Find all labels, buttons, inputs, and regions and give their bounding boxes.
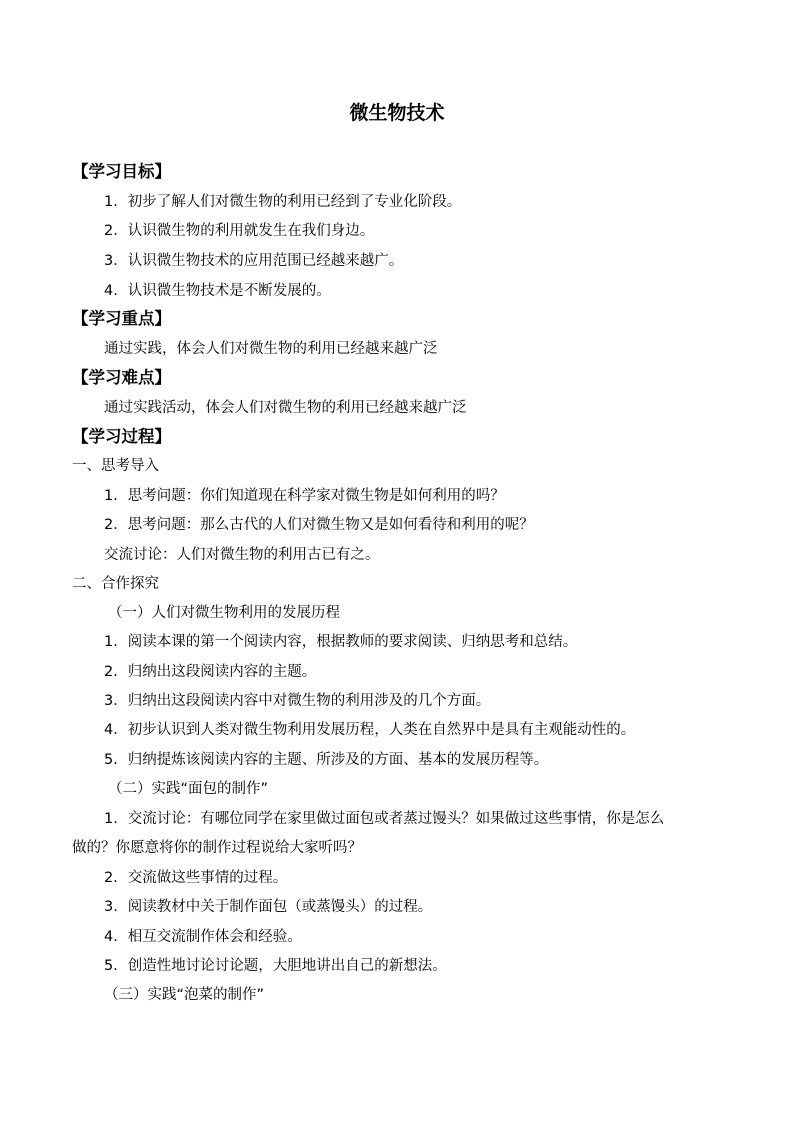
part2-title: 二、合作探究	[72, 576, 159, 592]
sub1-item-1: 1．阅读本课的第一个阅读内容，根据教师的要求阅读、归纳思考和总结。	[104, 634, 578, 650]
part1-discussion: 交流讨论：人们对微生物的利用古已有之。	[104, 547, 380, 563]
goal-item-2: 2．认识微生物的利用就发生在我们身边。	[104, 223, 375, 239]
goal-item-4: 4．认识微生物技术是不断发展的。	[104, 283, 331, 299]
sub1-item-5: 5．归纳提炼该阅读内容的主题、所涉及的方面、基本的发展历程等。	[104, 752, 549, 768]
part1-title: 一、思考导入	[72, 458, 159, 474]
goal-item-3: 3．认识微生物技术的应用范围已经越来越广。	[104, 253, 404, 269]
sub2-item-4: 4．相互交流制作体会和经验。	[104, 929, 302, 945]
sub2-item-1-line-1: 1．交流讨论：有哪位同学在家里做过面包或者蒸过馒头？如果做过这些事情，你是怎么	[104, 811, 665, 827]
document-title: 微生物技术	[349, 102, 445, 124]
section-heading-difficulty: 【学习难点】	[72, 368, 171, 387]
sub2-item-2: 2．交流做这些事情的过程。	[104, 870, 288, 886]
section-heading-focus: 【学习重点】	[72, 309, 171, 328]
sub2-item-1-line-2: 做的？你愿意将你的制作过程说给大家听吗？	[72, 840, 362, 856]
sub2-item-5: 5．创造性地讨论讨论题，大胆地讲出自己的新想法。	[104, 958, 447, 974]
sub2-title: （二）实践“面包的制作”	[108, 781, 269, 797]
sub1-title: （一）人们对微生物利用的发展历程	[108, 605, 340, 621]
part1-item-2: 2．思考问题：那么古代的人们对微生物又是如何看待和利用的呢？	[104, 517, 534, 533]
sub3-title: （三）实践“泡菜的制作”	[104, 987, 265, 1003]
sub1-item-4: 4．初步认识到人类对微生物利用发展历程，人类在自然界中是具有主观能动性的。	[104, 722, 636, 738]
section-heading-goals: 【学习目标】	[72, 162, 171, 181]
sub1-item-3: 3．归纳出这段阅读内容中对微生物的利用涉及的几个方面。	[104, 693, 491, 709]
difficulty-text: 通过实践活动，体会人们对微生物的利用已经越来越广泛	[104, 400, 467, 416]
section-heading-process: 【学习过程】	[72, 427, 171, 446]
part1-item-1: 1．思考问题：你们知道现在科学家对微生物是如何利用的吗？	[104, 488, 505, 504]
sub1-item-2: 2．归纳出这段阅读内容的主题。	[104, 664, 317, 680]
focus-text: 通过实践，体会人们对微生物的利用已经越来越广泛	[104, 341, 438, 357]
goal-item-1: 1．初步了解人们对微生物的利用已经到了专业化阶段。	[104, 194, 462, 210]
sub2-item-3: 3．阅读教材中关于制作面包（或蒸馒头）的过程。	[104, 899, 433, 915]
